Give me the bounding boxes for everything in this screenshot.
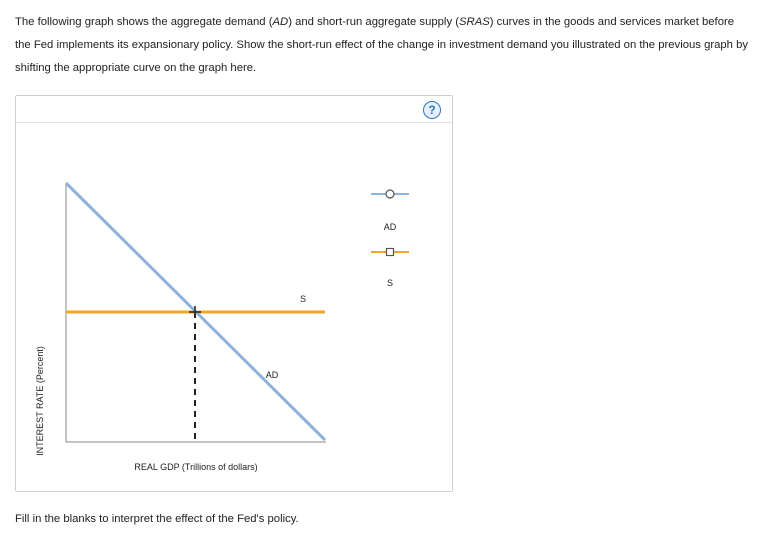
palette-s-tool[interactable] [371,249,409,256]
palette-ad-tool[interactable] [371,190,409,198]
ad-curve-label: AD [265,370,279,380]
help-button[interactable]: ? [423,101,441,119]
y-axis-label: INTEREST RATE (Percent) [35,346,45,456]
x-axis-label: REAL GDP (Trillions of dollars) [134,462,258,472]
question-text: The following graph shows the aggregate demand (AD) and short-run aggregate supply (SRAS) curves in the goods and services market before the Fed implements its expansionary policy. Show the short-run effect of the change in investment demand you illustrated on the previous graph by shifting the appropriate curve on the graph here. [15,16,749,74]
s-curve-label: S [299,294,306,304]
fill-in-instruction: Fill in the blanks to interpret the effect of the Fed's policy. [15,513,299,525]
palette-s-label: S [386,278,393,288]
palette-ad-label: AD [383,222,397,232]
ad-abbreviation: AD [272,16,289,28]
graph-canvas[interactable] [16,96,452,491]
graph-panel [15,95,453,492]
sras-abbreviation: SRAS [459,16,490,28]
